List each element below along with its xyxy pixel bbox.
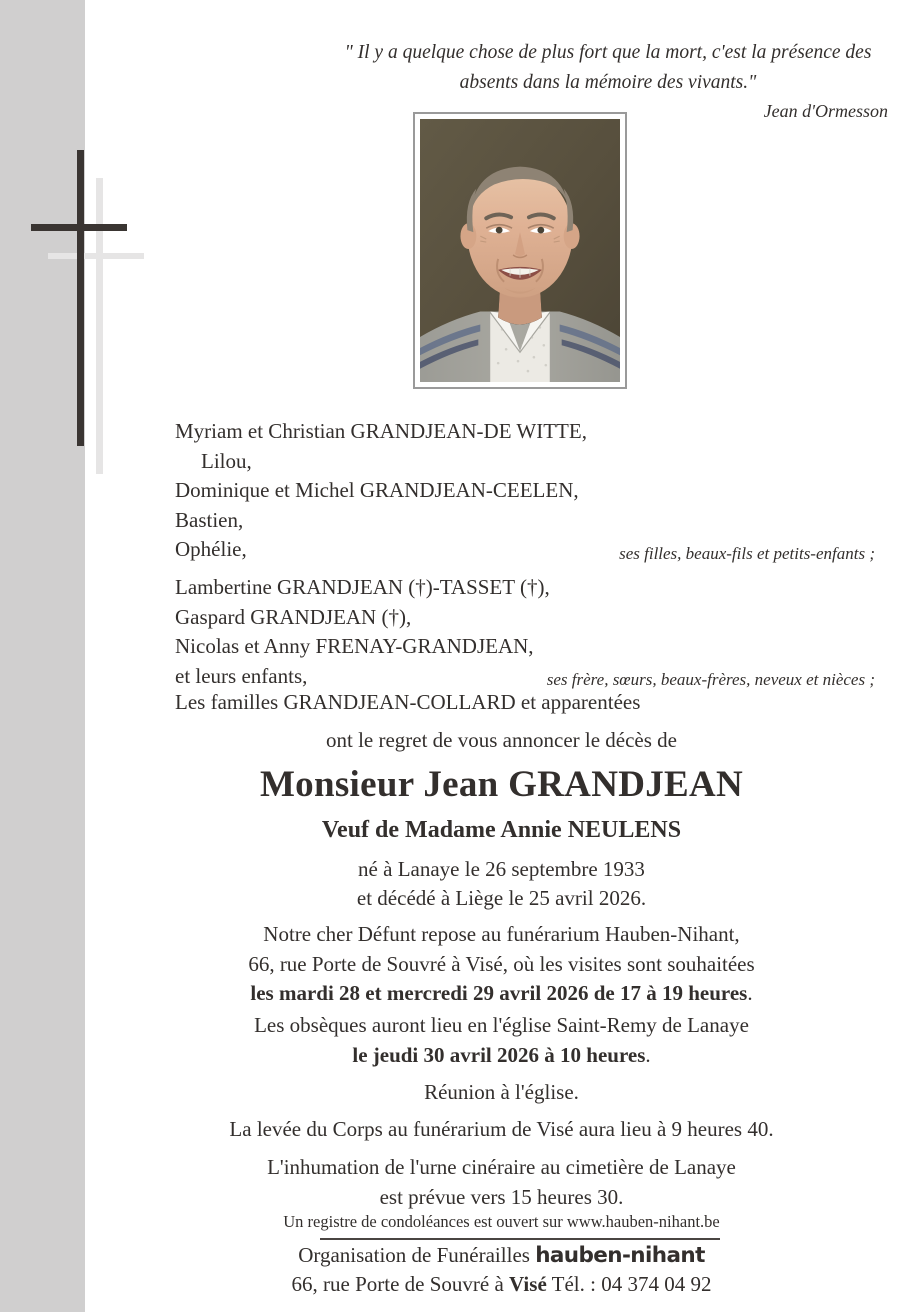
inhumation-line: est prévue vers 15 heures 30.: [379, 1184, 624, 1209]
family-line: Ophélie,: [175, 537, 247, 561]
portrait-frame: [413, 112, 627, 389]
portrait-photo: [420, 119, 620, 382]
address-city: Visé: [509, 1272, 547, 1296]
birth-line: né à Lanaye le 26 septembre 1933: [358, 857, 645, 881]
funeral-home-address: [85, 1272, 918, 1297]
relation-label: ses frère, sœurs, beaux-frères, neveux et nièces ;: [546, 670, 875, 689]
ceremony-time-bold: le jeudi 30 avril 2026 à 10 heures: [352, 1042, 646, 1067]
levee-note: La levée du Corps au funérarium de Visé aura lieu à 9 heures 40.: [229, 1117, 774, 1141]
family-line: et leurs enfants,: [175, 663, 308, 688]
inhumation-line: L'inhumation de l'urne cinéraire au cimetière de Lanaye: [267, 1155, 736, 1179]
family-group-children: [175, 417, 875, 568]
family-line: Bastien,: [175, 507, 244, 532]
family-group-siblings: [175, 573, 875, 695]
family-line: Nicolas et Anny FRENAY-GRANDJEAN,: [175, 634, 534, 658]
condolence-register-note: Un registre de condoléances est ouvert sur www.hauben-nihant.be: [283, 1212, 720, 1231]
family-line: Dominique et Michel GRANDJEAN-CEELEN,: [175, 478, 579, 502]
address-prefix: 66, rue Porte de Souvré à: [291, 1272, 510, 1296]
announcement-intro: ont le regret de vous annoncer le décès de: [325, 728, 677, 752]
ceremony-details: [85, 1011, 918, 1070]
inhumation-details: [85, 1153, 918, 1212]
family-line: Gaspard GRANDJEAN (†),: [175, 604, 412, 629]
ceremony-period: .: [645, 1042, 651, 1067]
visitation-period: .: [747, 981, 753, 1005]
family-line: Lilou,: [201, 448, 252, 473]
ceremony-time: [85, 1041, 918, 1071]
footer-divider: [320, 1238, 720, 1240]
deceased-name: Monsieur Jean GRANDJEAN: [259, 764, 744, 805]
portrait-illustration: [420, 119, 620, 382]
death-line: et décédé à Liège le 25 avril 2026.: [356, 886, 647, 910]
visitation-line: 66, rue Porte de Souvré à Visé, où les visites sont souhaitées: [248, 951, 755, 976]
spouse-line: Veuf de Madame Annie NEULENS: [321, 817, 682, 843]
org-prefix: Organisation de Funérailles: [298, 1243, 536, 1267]
family-line: Les familles GRANDJEAN-COLLARD et apparentées: [175, 690, 641, 714]
visitation-line: Notre cher Défunt repose au funérarium Hauben-Nihant,: [263, 922, 740, 946]
content-column: [85, 0, 918, 1312]
family-group-extended: [175, 688, 875, 718]
visitation-details: [85, 920, 918, 1009]
ceremony-location: Les obsèques auront lieu en l'église Saint-Remy de Lanaye: [254, 1013, 749, 1037]
birth-death-dates: [85, 855, 918, 913]
quote-author: Jean d'Ormesson: [763, 101, 888, 121]
family-line: Lambertine GRANDJEAN (†)-TASSET (†),: [175, 575, 550, 599]
hauben-nihant-logo: hauben-nihant: [535, 1243, 705, 1268]
visitation-times-bold: les mardi 28 et mercredi 29 avril 2026 de 17 à 19 heures: [250, 981, 748, 1005]
memorial-quote: " Il y a quelque chose de plus fort que la mort, c'est la présence des absents dans la mémoire des vivants.": [344, 42, 872, 93]
relation-label: ses filles, beaux-fils et petits-enfants ;: [619, 543, 875, 563]
phone-number: Tél. : 04 374 04 92: [546, 1272, 712, 1296]
reunion-note: Réunion à l'église.: [424, 1080, 579, 1104]
family-line: Myriam et Christian GRANDJEAN-DE WITTE,: [175, 419, 587, 443]
visitation-times: [85, 979, 918, 1009]
funeral-home-line: [85, 1243, 918, 1268]
